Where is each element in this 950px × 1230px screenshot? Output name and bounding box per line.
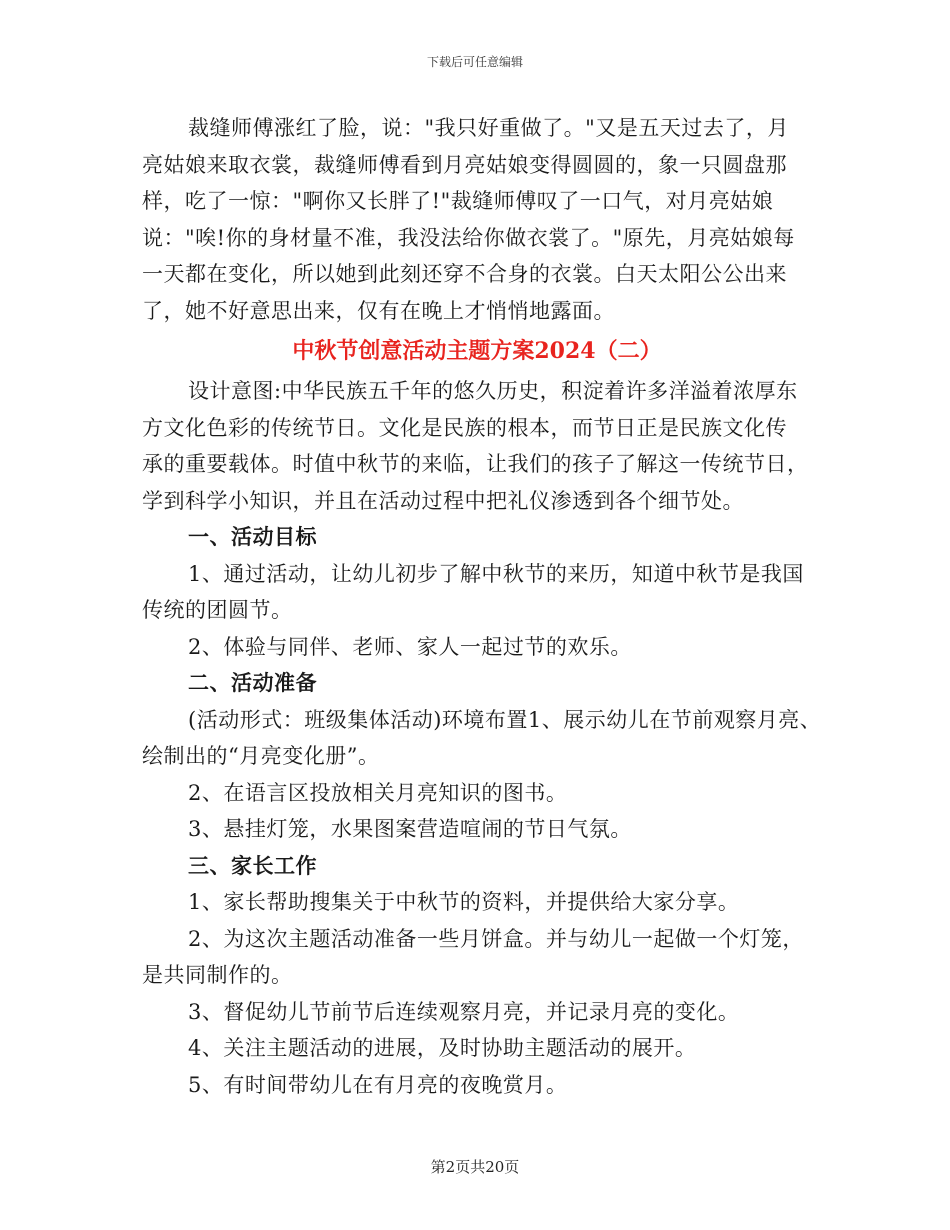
- list-item: 4、关注主题活动的进展，及时协助主题活动的展开。: [188, 1036, 697, 1060]
- document-title: 中秋节创意活动主题方案2024（二）: [292, 338, 662, 364]
- list-item: 3、督促幼儿节前节后连续观察月亮，并记录月亮的变化。: [188, 999, 740, 1024]
- list-item: (活动形式：班级集体活动)环境布置1、展示幼儿在节前观察月亮、: [188, 707, 822, 732]
- page-header: 下载后可任意编辑: [426, 55, 523, 69]
- design-intent-line: 方文化色彩的传统节日。文化是民族的根本，而节日正是民族文化传: [142, 415, 787, 440]
- list-item: 1、通过活动，让幼儿初步了解中秋节的来历，知道中秋节是我国: [188, 561, 804, 586]
- list-item: 2、体验与同伴、老师、家人一起过节的欢乐。: [188, 634, 632, 659]
- list-item: 3、悬挂灯笼，水果图案营造喧闹的节日气氛。: [188, 817, 632, 841]
- story-line: 样，吃了一惊："啊你又长胖了!"裁缝师傅叹了一口气，对月亮姑娘: [142, 189, 774, 213]
- section-heading: 三、家长工作: [188, 852, 317, 878]
- story-line: 说："唉!你的身材量不准，我没法给你做衣裳了。"原先，月亮姑娘每: [142, 225, 795, 250]
- design-intent-line: 设计意图:中华民族五千年的悠久历史，积淀着许多洋溢着浓厚东: [188, 379, 798, 403]
- list-item: 2、在语言区投放相关月亮知识的图书。: [188, 780, 568, 805]
- design-intent-line: 承的重要载体。时值中秋节的来临，让我们的孩子了解这一传统节日，: [142, 452, 809, 476]
- list-item-continuation: 是共同制作的。: [142, 963, 293, 987]
- design-intent-line: 学到科学小知识，并且在活动过程中把礼仪渗透到各个细节处。: [142, 488, 744, 513]
- story-line: 裁缝师傅涨红了脸，说："我只好重做了。"又是五天过去了，月: [188, 116, 789, 140]
- story-paragraph: [142, 110, 812, 329]
- list-item-continuation: 绘制出的“月亮变化册”。: [142, 744, 380, 768]
- page-number: 第2页共20页: [430, 1158, 520, 1176]
- list-item: 1、家长帮助搜集关于中秋节的资料，并提供给大家分享。: [188, 890, 740, 914]
- section-heading: 一、活动目标: [188, 524, 317, 549]
- design-intent-paragraph: [142, 373, 812, 519]
- section-activity-goals: [142, 519, 812, 665]
- story-line: 一天都在变化，所以她到此刻还穿不合身的衣裳。白天太阳公公出来: [142, 262, 787, 286]
- section-heading: 二、活动准备: [188, 670, 317, 695]
- list-item: 2、为这次主题活动准备一些月饼盒。并与幼儿一起做一个灯笼，: [188, 926, 804, 951]
- story-line: 亮姑娘来取衣裳，裁缝师傅看到月亮姑娘变得圆圆的，象一只圆盘那: [142, 152, 787, 177]
- section-activity-preparation: [142, 665, 822, 848]
- list-item-continuation: 传统的团圆节。: [142, 598, 293, 622]
- document-body: [142, 110, 822, 1103]
- section-parent-work: [142, 848, 812, 1104]
- story-line: 了，她不好意思出来，仅有在晚上才悄悄地露面。: [142, 298, 615, 323]
- list-item: 5、有时间带幼儿在有月亮的夜晚赏月。: [188, 1072, 568, 1097]
